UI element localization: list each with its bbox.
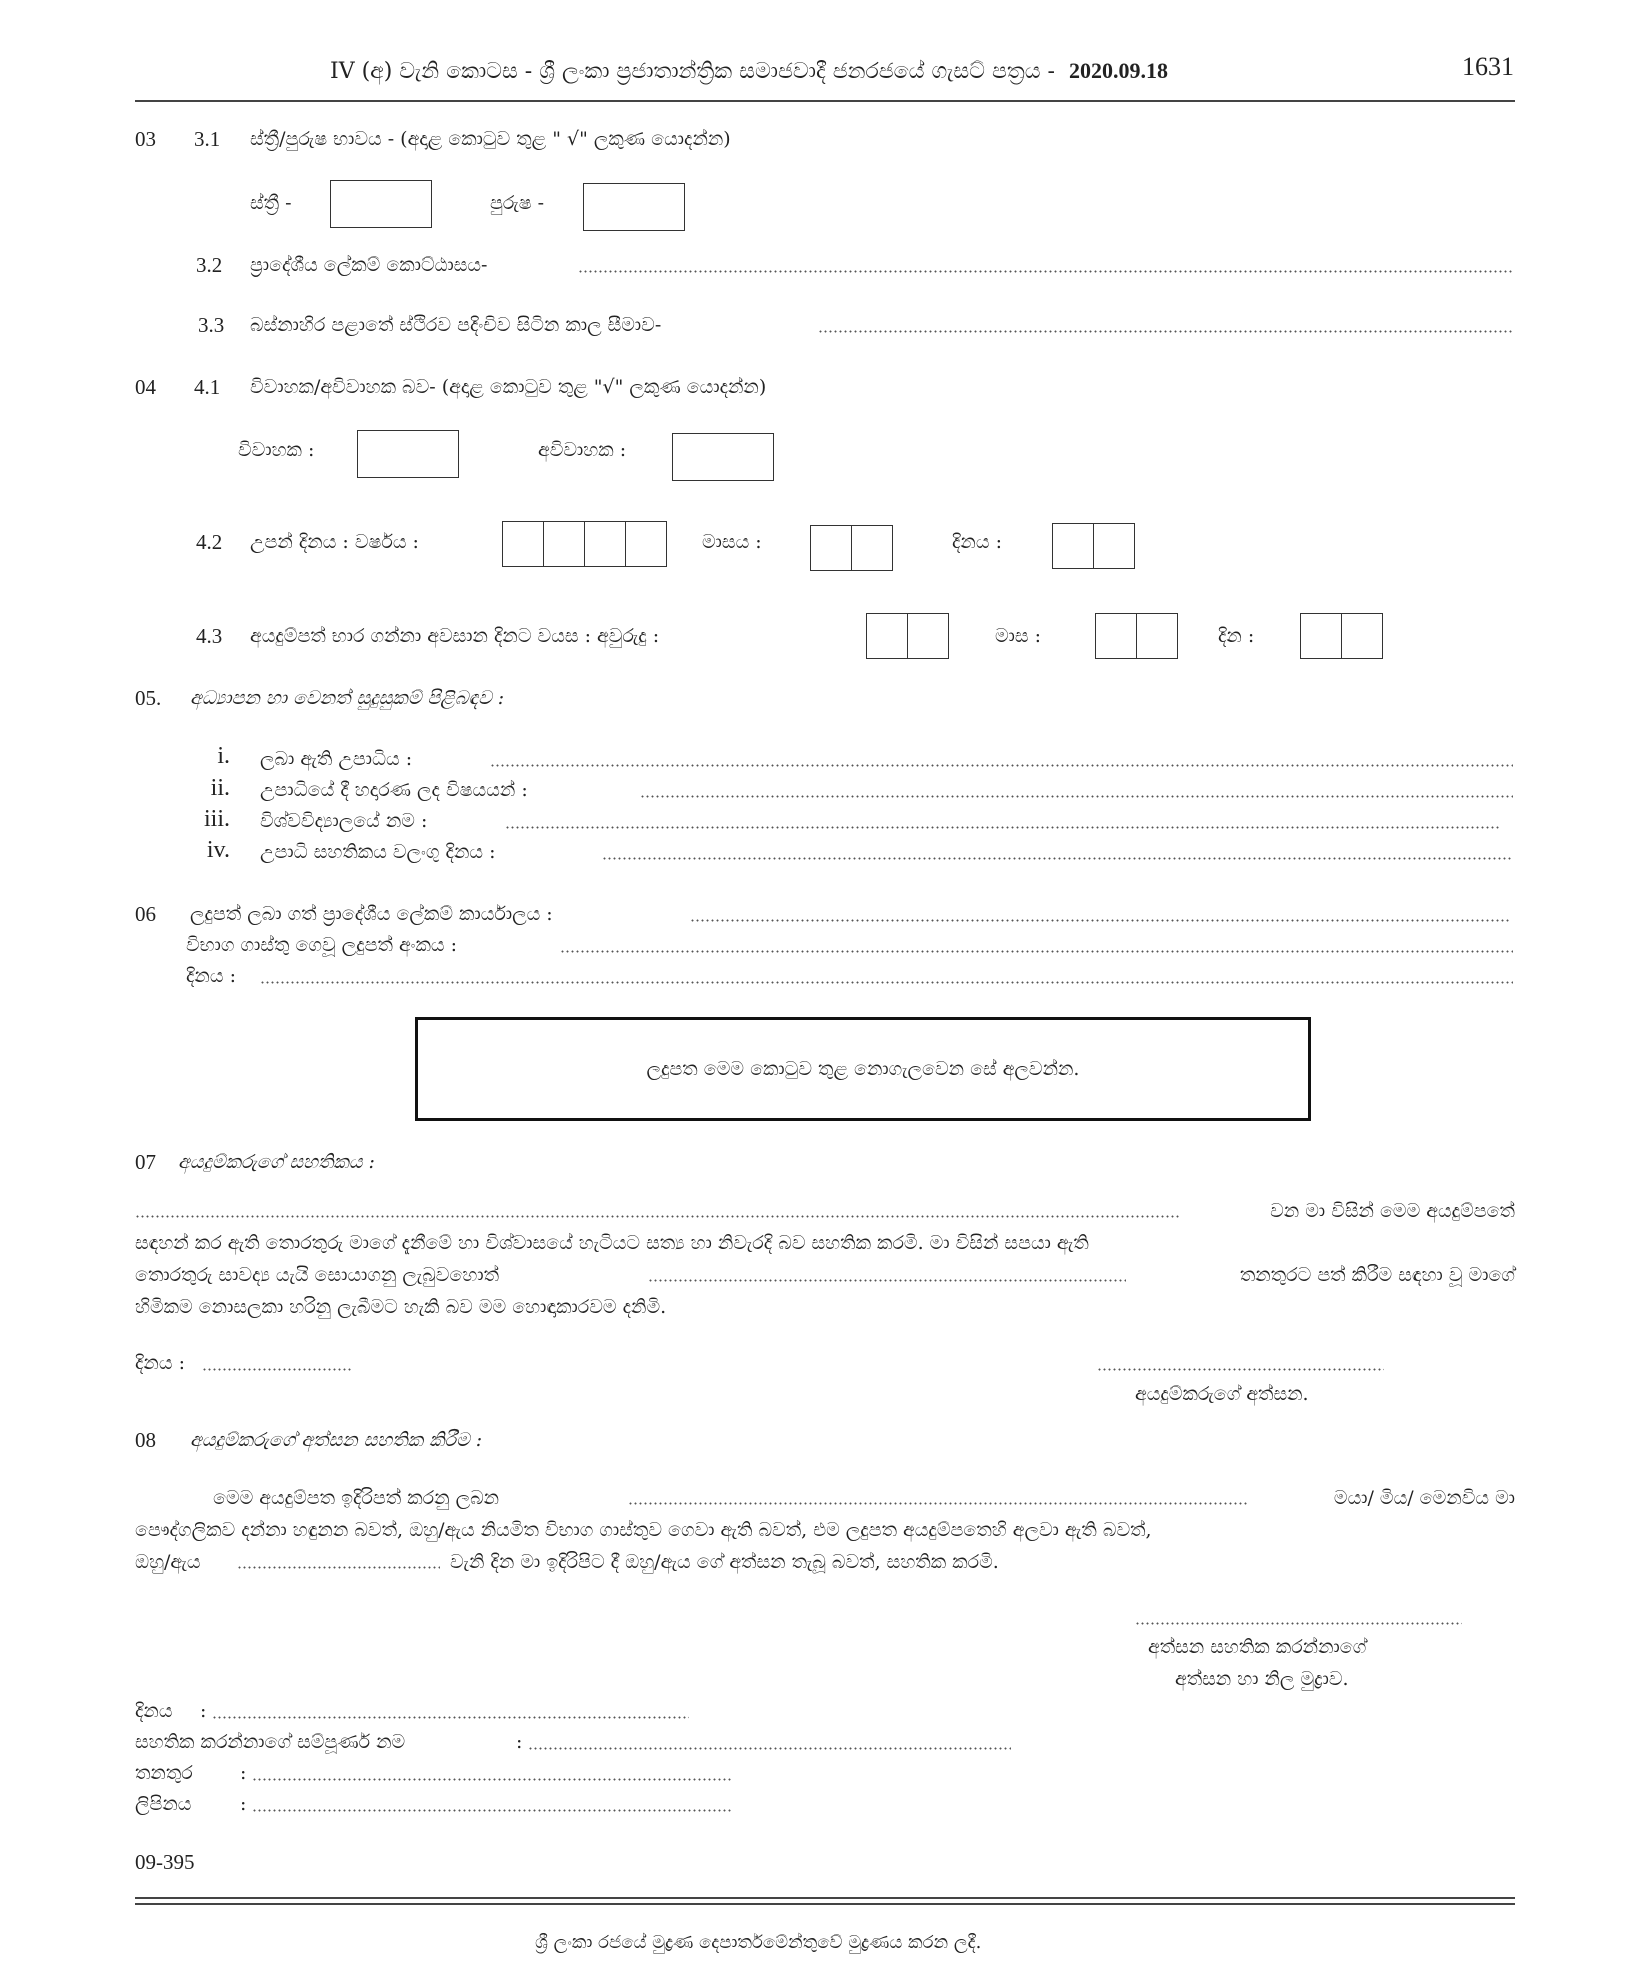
attestation-line-1-start: මෙම අයදුම්පත ඉදිරිපත් කරනු ලබන (213, 1487, 500, 1509)
q-4-1-number: 4.1 (194, 375, 221, 399)
header-rule (135, 100, 1515, 102)
certificate-line-3-end: තනතුරට පත් කිරීම සඳහා වූ මාගේ (1239, 1264, 1515, 1286)
applicant-date-label: දිනය : (135, 1352, 185, 1374)
birth-month-cells[interactable] (810, 525, 893, 571)
attestor-address-colon: : (240, 1793, 247, 1815)
attestor-post-label: තනතුර (135, 1762, 193, 1784)
q-3-3-number: 3.3 (198, 313, 225, 337)
female-checkbox[interactable] (330, 180, 432, 228)
section-05-number: 05. (135, 686, 162, 710)
birth-month-label: මාසය : (702, 531, 762, 553)
receipt-paste-box (415, 1017, 1311, 1121)
signature-attestation-title: අයදුම්කරුගේ අත්සන සහතික කිරීම : (190, 1429, 483, 1451)
attestor-address-label: ලිපිනය (135, 1793, 192, 1815)
post-name-field[interactable] (648, 1279, 1126, 1282)
section-07-number: 07 (135, 1150, 156, 1174)
male-checkbox[interactable] (583, 183, 685, 231)
married-checkbox[interactable] (357, 430, 459, 478)
edu-item-3-number: iii. (203, 806, 230, 832)
certificate-date-field[interactable] (602, 857, 1513, 860)
married-label: විවාහක : (238, 439, 315, 461)
edu-item-4-label: උපාධි සහතිකය වලංගු දිනය : (260, 841, 496, 863)
gazette-header (330, 58, 1168, 84)
section-03-number: 03 (135, 127, 156, 151)
q-3-1-number: 3.1 (194, 127, 221, 151)
male-label: පුරුෂ - (490, 192, 545, 214)
gazette-date: 2020.09.18 (1068, 58, 1168, 83)
section-04-number: 04 (135, 375, 156, 399)
q-4-3-number: 4.3 (196, 624, 223, 648)
attestor-signature-label-1: අත්සන සහතික කරන්නාගේ (1148, 1636, 1367, 1658)
birth-day-cells[interactable] (1052, 523, 1135, 569)
receipt-office-label: ලදුපත් ලබා ගත් ප්‍රාදේශීය ලේකම් කාර්යාලය : (190, 903, 553, 925)
degree-field[interactable] (490, 764, 1513, 767)
subjects-field[interactable] (640, 795, 1513, 798)
certificate-line-3-start: තොරතුරු සාවද්‍ය යැයි සොයාගනු ලැබුවහොත් (135, 1264, 500, 1286)
applicant-signature-field[interactable] (1097, 1368, 1384, 1371)
birth-year-cells[interactable] (502, 521, 667, 567)
age-years-cells[interactable] (866, 613, 949, 659)
age-days-cells[interactable] (1300, 613, 1383, 659)
age-days-label: දින : (1218, 625, 1255, 647)
divisional-secretariat-field[interactable] (578, 270, 1513, 273)
section-06-number: 06 (135, 902, 156, 926)
receipt-date-field[interactable] (260, 981, 1513, 984)
attestation-date-inline-field[interactable] (237, 1566, 440, 1569)
attestation-line-3-start: ඔහු/ඇය (135, 1551, 201, 1573)
applicant-date-field[interactable] (202, 1368, 352, 1371)
q-3-3-label: බස්නාහිර පළාතේ ස්ථිරව පදිංචිව සිටින කාල සීමාව- (250, 314, 662, 336)
attested-applicant-name-field[interactable] (628, 1502, 1248, 1505)
q-4-2-label: උපන් දිනය : වර්ෂය : (250, 531, 419, 553)
receipt-number-field[interactable] (560, 950, 1513, 953)
certificate-line-2: සඳහන් කර ඇති තොරතුරු මාගේ දැනීමේ හා විශ්වාසයේ හැටියට සත්‍ය හා නිවැරදි බව සහතික කරමි. මා විසින් සපයා ඇති (135, 1232, 1089, 1254)
q-4-2-number: 4.2 (196, 530, 223, 554)
attestation-line-2: පෞද්ගලිකව දන්නා හඳුනන බවත්, ඔහු/ඇය නියමිත විභාග ගාස්තුව ගෙවා ඇති බවත්, එම ලදුපත අයදුම්පතෙහි අලවා ඇති බවත්, (135, 1519, 1152, 1541)
applicant-name-field[interactable] (135, 1215, 1180, 1218)
applicant-signature-label: අයදුම්කරුගේ අත්සන. (1135, 1383, 1309, 1405)
q-4-1-label: විවාහක/අවිවාහක බව- (අදාළ කොටුව තුළ "√" ලකුණ යොදන්න) (250, 376, 767, 398)
edu-item-1-number: i. (217, 743, 230, 769)
q-4-3-label: අයදුම්පත් භාර ගන්නා අවසාන දිනට වයස : අවුරුදු : (250, 625, 660, 647)
section-08-number: 08 (135, 1428, 156, 1452)
attestor-date-colon: : (200, 1700, 207, 1722)
page-number: 1631 (1462, 52, 1514, 81)
q-3-2-number: 3.2 (196, 253, 223, 277)
attestor-name-label: සහතික කරන්නාගේ සම්පූර්ණ නම (135, 1731, 406, 1753)
attestation-line-3-end: වැනි දින මා ඉදිරිපිට දී ඔහු/ඇය ගේ අත්සන තැබූ බවත්, සහතික කරමි. (450, 1551, 999, 1573)
certificate-line-1-end: වන මා විසින් මෙම අයදුම්පතේ (1270, 1200, 1515, 1222)
q-3-2-label: ප්‍රාදේශීය ලේකම් කොට්ඨාසය- (250, 254, 488, 276)
receipt-paste-notice: ලදුපත මෙම කොටුව තුළ නොගැලවෙන සේ අලවන්න. (646, 1058, 1080, 1080)
female-label: ස්ත්‍රී - (250, 192, 292, 214)
attestation-line-1-end: මයා/ මිය/ මෙනවිය මා (1333, 1487, 1515, 1509)
reference-number: 09-395 (135, 1850, 195, 1874)
certificate-line-4: හිමිකම නොසලකා හරිනු ලැබීමට හැකි බව මම හොඳාකාරවම දනිමි. (135, 1296, 667, 1318)
edu-item-3-label: විශ්වවිද්‍යාලයේ නම : (260, 810, 428, 832)
age-months-label: මාස : (995, 625, 1042, 647)
edu-item-2-label: උපාධියේ දී හදාරණ ලද විෂයයන් : (260, 779, 528, 801)
edu-item-1-label: ලබා ඇති උපාධිය : (260, 748, 413, 770)
receipt-date-label: දිනය : (186, 965, 236, 987)
edu-item-2-number: ii. (210, 775, 230, 801)
footer-rule-top (135, 1897, 1515, 1899)
attestor-name-colon: : (516, 1731, 523, 1753)
attestor-name-field[interactable] (528, 1747, 1011, 1750)
attestor-address-field[interactable] (252, 1809, 732, 1812)
university-field[interactable] (505, 826, 1500, 829)
attestor-date-label: දිනය (135, 1700, 173, 1722)
birth-day-label: දිනය : (952, 531, 1002, 553)
attestor-post-field[interactable] (252, 1778, 732, 1781)
receipt-office-field[interactable] (690, 919, 1510, 922)
attestor-signature-field[interactable] (1135, 1622, 1462, 1625)
applicant-certificate-title: අයදුම්කරුගේ සහතිකය : (178, 1151, 375, 1173)
unmarried-label: අවිවාහක : (538, 439, 627, 461)
footer-rule-bottom (135, 1903, 1515, 1905)
attestor-post-colon: : (240, 1762, 247, 1784)
receipt-number-label: විභාග ගාස්තු ගෙවූ ලදුපත් අංකය : (186, 934, 458, 956)
unmarried-checkbox[interactable] (672, 433, 774, 481)
attestor-signature-label-2: අත්සන හා නිල මුද්‍රාව. (1175, 1668, 1349, 1690)
gazette-title: IV (අ) වැනි කොටස - ශ්‍රී ලංකා ප්‍රජාතාන්ත්‍රික සමාජවාදී ජනරජයේ ගැසට් පත්‍රය - (330, 59, 1055, 84)
attestor-date-field[interactable] (212, 1716, 689, 1719)
q-3-1-label: ස්ත්‍රී/පුරුෂ භාවය - (අදාළ කොටුව තුළ " √" ලකුණ යොදන්න) (250, 128, 731, 150)
age-months-cells[interactable] (1095, 613, 1178, 659)
printer-footer: ශ්‍රී ලංකා රජයේ මුද්‍රණ දෙපාර්තමේන්තුවේ මුද්‍රණය කරන ලදී. (535, 1932, 982, 1953)
residence-period-field[interactable] (818, 330, 1513, 333)
education-title: අධ්‍යාපන හා වෙනත් සුදුසුකම් පිළිබඳව : (190, 687, 505, 709)
edu-item-4-number: iv. (206, 837, 230, 863)
